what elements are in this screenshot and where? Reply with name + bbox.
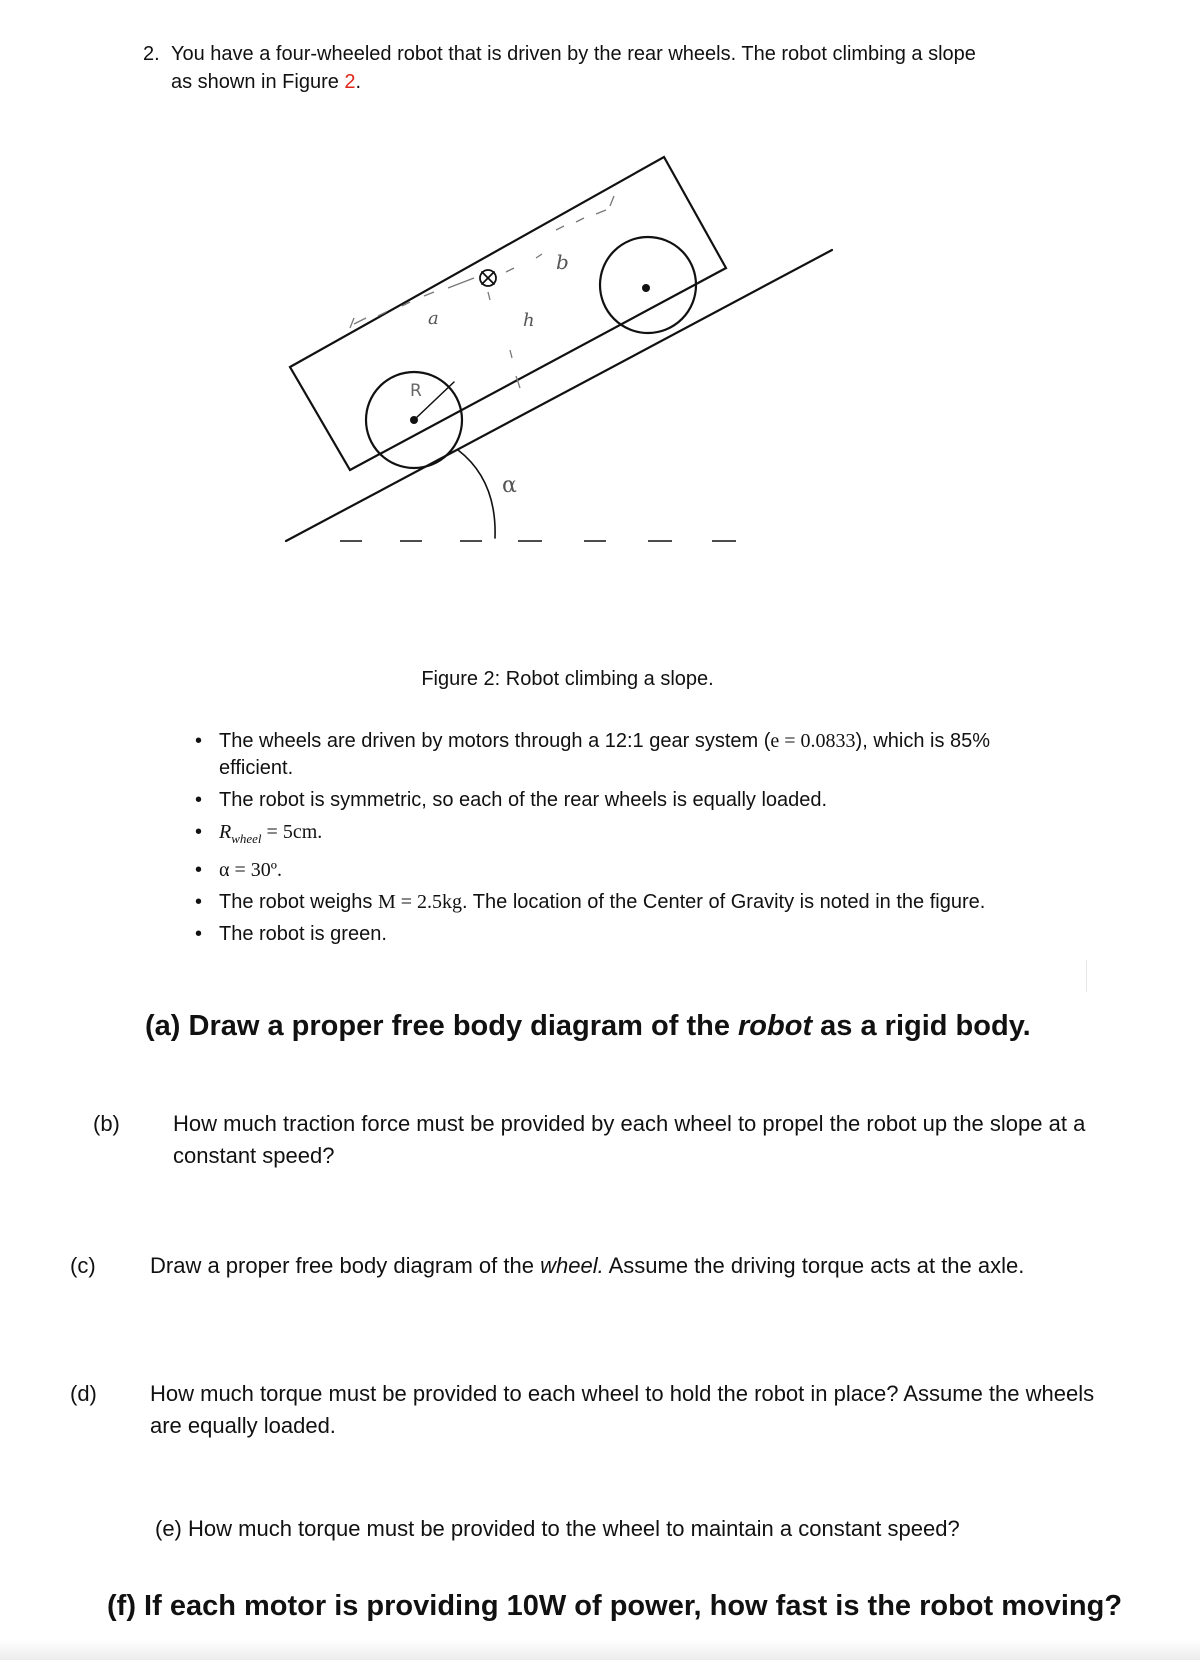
bullet-weight	[195, 889, 1045, 916]
part-b-text: How much traction force must be provided by each wheel to propel the robot up the slope at a constant speed?	[173, 1111, 1086, 1168]
part-e	[155, 1513, 1165, 1545]
front-axle-dot	[642, 284, 650, 292]
part-c-label: (c)	[70, 1253, 96, 1278]
bullet-radius	[195, 819, 1045, 852]
bullet-weight-math: M = 2.5kg	[377, 891, 463, 913]
question-number: 2.	[143, 43, 160, 65]
bullet-weight-suffix: . The location of the Center of Gravity is noted in the figure.	[462, 891, 986, 913]
part-e-text: How much torque must be provided to the wheel to maintain a constant speed?	[188, 1516, 960, 1541]
part-f	[107, 1590, 1122, 1623]
part-f-label: (f)	[107, 1590, 136, 1622]
robot-slope-figure	[250, 140, 850, 560]
part-c	[70, 1250, 1180, 1282]
question-line-1: You have a four-wheeled robot that is driven by the rear wheels. The robot climbing a slope	[171, 43, 976, 65]
dimension-dashes	[350, 196, 614, 388]
label-alpha: α	[502, 473, 517, 498]
part-d-label: (d)	[70, 1381, 97, 1406]
bullet-gear	[195, 728, 1045, 782]
bullet-weight-prefix: The robot weighs	[219, 891, 378, 913]
part-c-text: Draw a proper free body diagram of the	[150, 1253, 541, 1278]
bullet-alpha	[195, 857, 1045, 884]
part-e-label: (e)	[155, 1516, 182, 1541]
part-a-text-end: as a rigid body.	[812, 1010, 1031, 1042]
bullet-radius-sub: wheel	[231, 831, 262, 846]
part-a	[145, 1010, 1031, 1043]
part-c-text-end: Assume the driving torque acts at the axle.	[603, 1253, 1025, 1278]
bullet-gear-line-2: efficient.	[219, 757, 294, 779]
question-line-2-text: as shown in Figure	[171, 71, 345, 93]
part-a-text: Draw a proper free body diagram of the	[188, 1010, 739, 1042]
label-R: R	[410, 381, 422, 401]
givens-list	[195, 728, 1045, 953]
rear-axle-dot	[410, 416, 418, 424]
figure-reference-link[interactable]: 2	[344, 71, 356, 93]
bullet-alpha-math: α = 30º.	[219, 859, 282, 881]
label-a: a	[428, 308, 439, 329]
bullet-radius-value: = 5cm.	[261, 821, 323, 843]
bullet-symmetric: • The robot is symmetric, so each of the rear wheels is equally loaded.	[195, 787, 1045, 814]
label-b: b	[556, 250, 569, 274]
slope-line	[286, 250, 832, 541]
part-a-emphasis: robot	[738, 1010, 813, 1042]
part-b-label: (b)	[93, 1111, 120, 1136]
bullet-gear-text: The wheels are driven by motors through a 12:1 gear system (	[219, 730, 771, 752]
bullet-color: • The robot is green.	[195, 921, 1045, 948]
part-d	[70, 1378, 1120, 1442]
part-b	[93, 1108, 1143, 1172]
question-intro	[143, 40, 1043, 96]
page-bottom-edge	[0, 1640, 1200, 1660]
question-line-2	[143, 68, 1043, 96]
label-h: h	[523, 310, 535, 331]
question-line-2-period: .	[355, 71, 362, 93]
figure-caption: Figure 2: Robot climbing a slope.	[421, 668, 714, 690]
part-f-text: If each motor is providing 10W of power, how fast is the robot moving?	[144, 1590, 1123, 1622]
bullet-gear-math: e = 0.0833	[770, 730, 856, 752]
scroll-hint-line	[1086, 960, 1087, 992]
bullet-radius-var: R	[219, 821, 232, 843]
part-a-label: (a)	[145, 1010, 181, 1042]
alpha-angle-arc	[458, 450, 495, 538]
part-c-emphasis: wheel.	[540, 1253, 604, 1278]
bullet-gear-text-2: ), which is 85%	[855, 730, 991, 752]
part-d-text: How much torque must be provided to each wheel to hold the robot in place? Assume the wheels are equally loaded.	[150, 1381, 1095, 1438]
